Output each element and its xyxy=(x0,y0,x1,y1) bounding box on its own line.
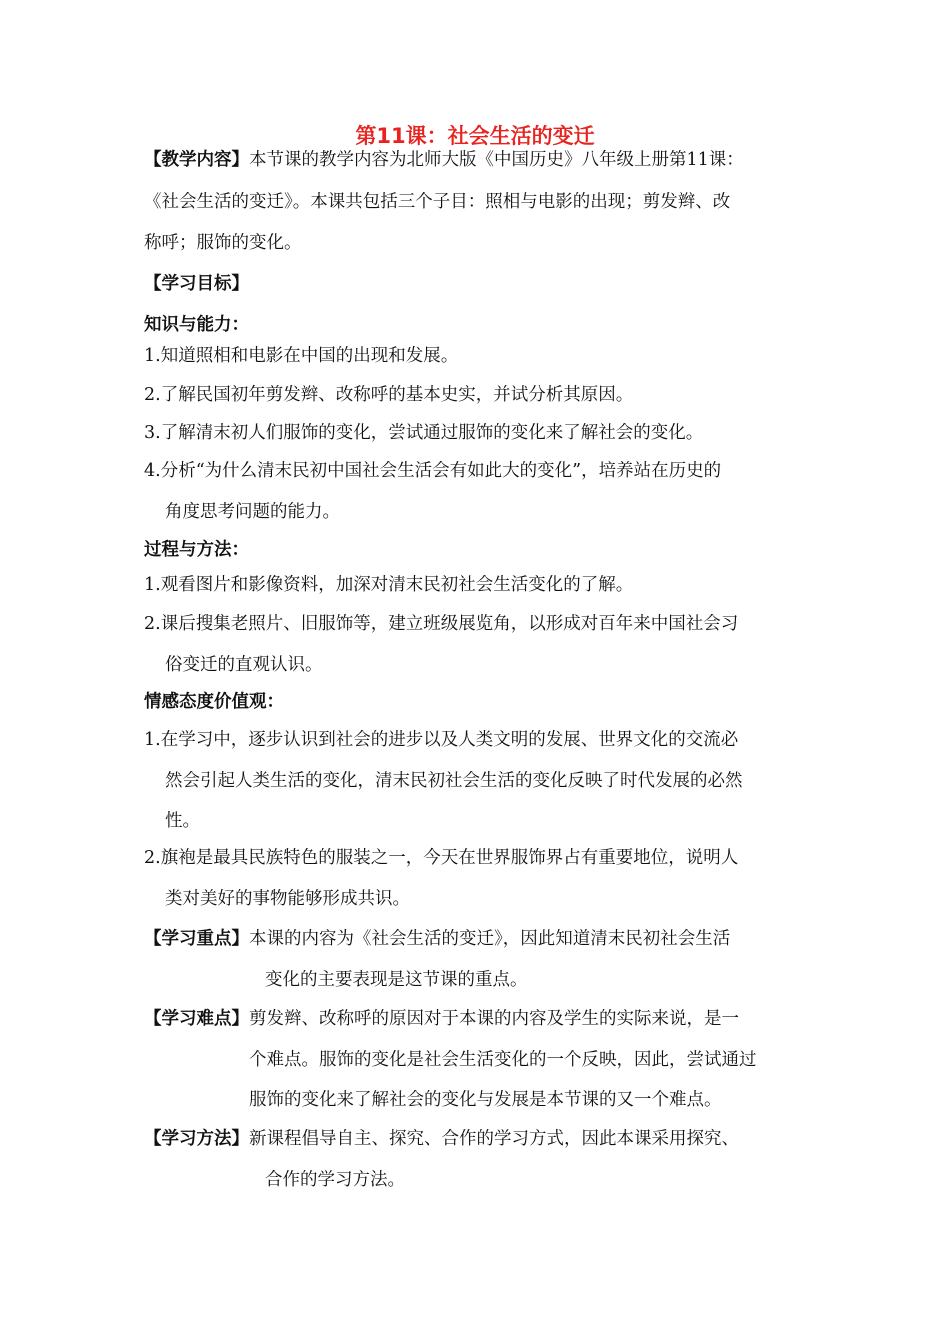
emotion-item-2-cont: 类对美好的事物能够形成共识。 xyxy=(165,889,410,909)
key-points-label: 【学习重点】 xyxy=(144,929,249,949)
process-item-2: 2.课后搜集老照片、旧服饰等，建立班级展览角，以形成对百年来中国社会习 xyxy=(144,614,739,634)
emotion-item-1-cont-2: 性。 xyxy=(165,811,200,831)
knowledge-item-2: 2.了解民国初年剪发辫、改称呼的基本史实，并试分析其原因。 xyxy=(144,385,634,405)
process-heading: 过程与方法： xyxy=(144,540,249,560)
knowledge-item-4-cont: 角度思考问题的能力。 xyxy=(165,502,340,522)
knowledge-item-4: 4.分析“为什么清末民初中国社会生活会有如此大的变化”，培养站在历史的 xyxy=(144,461,722,481)
key-points-line-2: 变化的主要表现是这节课的重点。 xyxy=(265,970,528,990)
methods-line-1: 【学习方法】新课程倡导自主、探究、合作的学习方式，因此本课采用探究、 xyxy=(144,1129,739,1149)
process-item-2-cont: 俗变迁的直观认识。 xyxy=(165,655,323,675)
emotion-item-1: 1.在学习中，逐步认识到社会的进步以及人类文明的发展、世界文化的交流必 xyxy=(144,730,739,750)
intro-line-3: 称呼；服饰的变化。 xyxy=(144,233,302,253)
emotion-heading: 情感态度价值观： xyxy=(144,692,284,712)
methods-line-2: 合作的学习方法。 xyxy=(265,1170,405,1190)
knowledge-item-1: 1.知道照相和电影在中国的出现和发展。 xyxy=(144,346,459,366)
difficulties-line-3: 服饰的变化来了解社会的变化与发展是本节课的又一个难点。 xyxy=(249,1090,722,1110)
lesson-title: 第11课：社会生活的变迁 xyxy=(355,124,595,148)
intro-label: 【教学内容】 xyxy=(144,150,249,170)
knowledge-heading: 知识与能力： xyxy=(144,315,249,335)
emotion-item-1-cont-1: 然会引起人类生活的变化，清末民初社会生活的变化反映了时代发展的必然 xyxy=(165,771,743,791)
difficulties-label: 【学习难点】 xyxy=(144,1009,249,1029)
knowledge-item-3: 3.了解清末初人们服饰的变化，尝试通过服饰的变化来了解社会的变化。 xyxy=(144,423,704,443)
intro-line-1: 【教学内容】本节课的教学内容为北师大版《中国历史》八年级上册第11课： xyxy=(144,150,744,170)
process-item-1: 1.观看图片和影像资料，加深对清末民初社会生活变化的了解。 xyxy=(144,575,634,595)
intro-line-2: 《社会生活的变迁》。本课共包括三个子目：照相与电影的出现；剪发辫、改 xyxy=(144,192,731,212)
difficulties-line-1: 【学习难点】剪发辫、改称呼的原因对于本课的内容及学生的实际来说，是一 xyxy=(144,1009,739,1029)
objectives-heading: 【学习目标】 xyxy=(144,274,249,294)
methods-label: 【学习方法】 xyxy=(144,1129,249,1149)
difficulties-line-2: 个难点。服饰的变化是社会生活变化的一个反映，因此，尝试通过 xyxy=(249,1050,757,1070)
emotion-item-2: 2.旗袍是最具民族特色的服装之一，今天在世界服饰界占有重要地位，说明人 xyxy=(144,848,739,868)
key-points-line-1: 【学习重点】本课的内容为《社会生活的变迁》，因此知道清末民初社会生活 xyxy=(144,929,731,949)
